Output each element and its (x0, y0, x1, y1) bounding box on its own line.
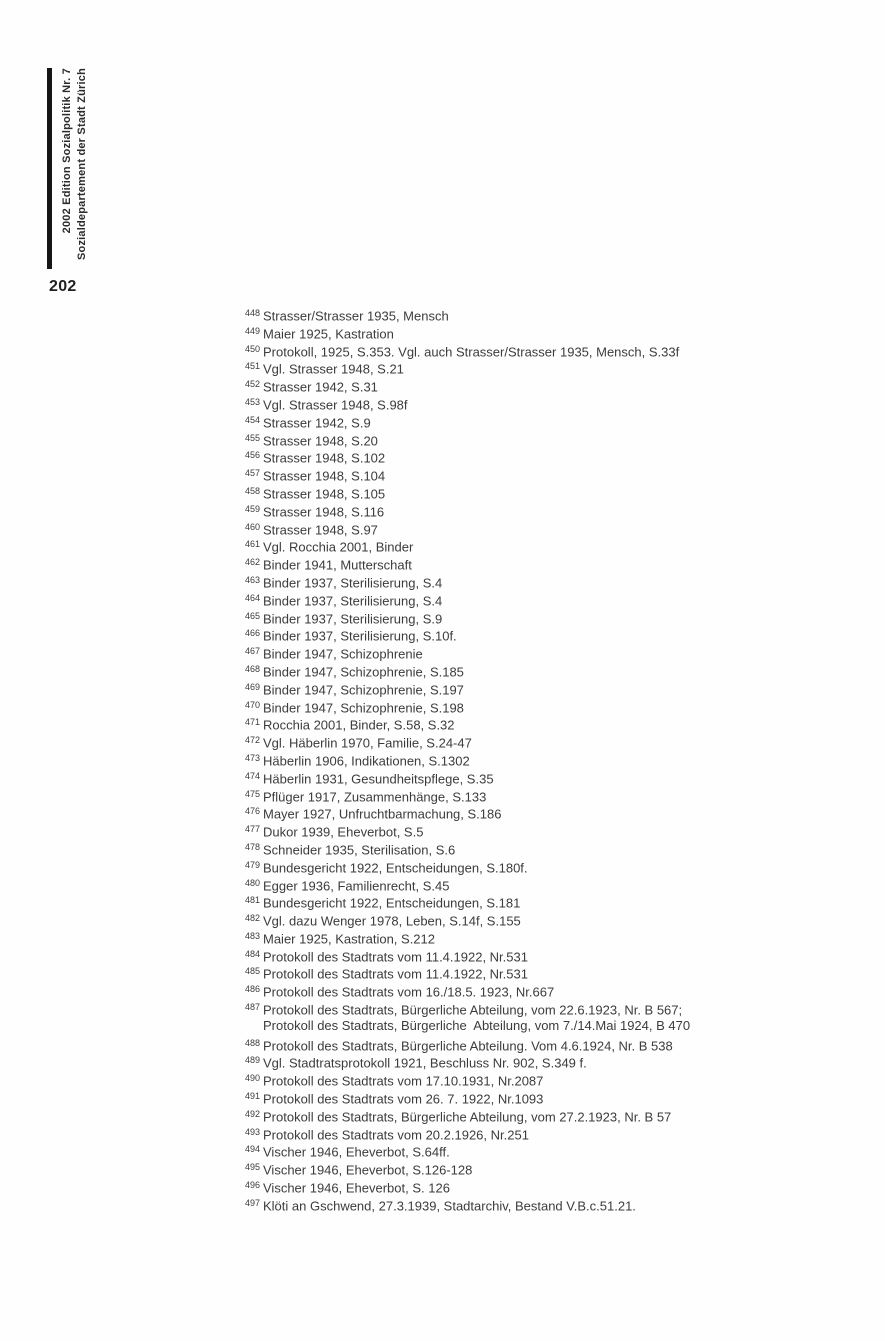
footnote-line (245, 465, 690, 483)
footnote-number: 481 (245, 895, 261, 906)
edition-caption-line1: 2002 Edition Sozialpolitik Nr. 7 (61, 68, 73, 234)
footnote-number: 452 (245, 379, 261, 390)
footnote-number: 484 (245, 948, 261, 959)
footnote-number: 476 (245, 806, 261, 817)
footnote-line (245, 1088, 690, 1106)
footnote-text: Protokoll, 1925, S.353. Vgl. auch Strasser/Strasser 1935, Mensch, S.33f (263, 344, 680, 360)
footnote-line (245, 750, 690, 768)
footnote-number: 462 (245, 557, 261, 568)
footnote-text: Vgl. Strasser 1948, S.98f (263, 397, 408, 413)
footnote-number: 469 (245, 681, 261, 692)
footnote-number: 468 (245, 663, 261, 674)
footnote-number: 451 (245, 361, 261, 372)
footnote-line (245, 536, 690, 554)
footnote-number: 478 (245, 841, 261, 852)
footnote-text: Protokoll des Stadtrats, Bürgerliche Abteilung, vom 22.6.1923, Nr. B 567; (263, 1002, 683, 1018)
footnote-line (245, 1195, 690, 1213)
footnote-text: Strasser 1948, S.102 (263, 450, 386, 466)
footnote-text: Strasser 1948, S.104 (263, 468, 386, 484)
footnote-number: 475 (245, 788, 261, 799)
footnote-text: Vischer 1946, Eheverbot, S.64ff. (263, 1144, 450, 1160)
footnote-text: Strasser 1948, S.116 (263, 504, 385, 520)
footnote-number: 464 (245, 592, 261, 603)
footnote-line (245, 376, 690, 394)
footnote-number: 485 (245, 966, 261, 977)
edition-caption-line2: Sozialdepartement der Stadt Zürich (75, 68, 88, 261)
footnote-number: 496 (245, 1180, 261, 1191)
footnote-line (245, 1141, 690, 1159)
footnote-text: Binder 1947, Schizophrenie, S.185 (263, 664, 464, 680)
footnote-line (245, 981, 690, 999)
footnote-number: 448 (245, 308, 261, 318)
footnote-number: 474 (245, 770, 261, 781)
footnote-line (245, 963, 690, 981)
footnote-line (245, 572, 690, 590)
footnote-line (245, 928, 690, 946)
footnote-number: 471 (245, 717, 261, 728)
footnote-text: Binder 1947, Schizophrenie, S.198 (263, 700, 464, 716)
footnote-text: Protokoll des Stadtrats vom 17.10.1931, Nr.2087 (263, 1073, 544, 1089)
footnote-line (245, 786, 690, 804)
footnote-line (245, 661, 690, 679)
footnote-text: Mayer 1927, Unfruchtbarmachung, S.186 (263, 806, 502, 822)
footnote-line (245, 394, 690, 412)
footnote-line (245, 430, 690, 448)
footnote-line (245, 875, 690, 893)
footnote-line (245, 305, 690, 323)
footnote-number: 495 (245, 1162, 261, 1173)
footnote-text: Binder 1941, Mutterschaft (263, 557, 412, 573)
edition-caption (60, 68, 89, 269)
footnote-number: 460 (245, 521, 261, 532)
footnote-text: Vgl. dazu Wenger 1978, Leben, S.14f, S.155 (263, 913, 521, 929)
footnote-line (245, 1070, 690, 1088)
footnote-number: 483 (245, 930, 261, 941)
footnote-text: Binder 1937, Sterilisierung, S.4 (263, 593, 443, 609)
footnote-number: 465 (245, 610, 261, 621)
footnote-line (245, 679, 690, 697)
footnotes-list (245, 305, 690, 1213)
footnote-text: Vgl. Häberlin 1970, Familie, S.24-47 (263, 735, 472, 751)
footnote-text: Protokoll des Stadtrats, Bürgerliche Abteilung, vom 7./14.Mai 1924, B 470 (263, 1017, 691, 1033)
footnote-number: 494 (245, 1144, 261, 1155)
footnote-text: Strasser 1942, S.9 (263, 415, 371, 431)
footnote-number: 463 (245, 574, 261, 585)
footnote-number: 487 (245, 1002, 261, 1013)
footnote-line (245, 892, 690, 910)
footnote-number: 461 (245, 539, 261, 550)
footnote-text: Protokoll des Stadtrats vom 20.2.1926, Nr.251 (263, 1127, 529, 1143)
footnote-text: Egger 1936, Familienrecht, S.45 (263, 878, 450, 893)
footnote-number: 466 (245, 628, 261, 639)
footnote-number: 459 (245, 503, 261, 514)
footnote-number: 467 (245, 646, 261, 657)
footnote-line (245, 554, 690, 572)
footnote-line (245, 999, 690, 1017)
footnote-line (245, 768, 690, 786)
footnote-line (245, 590, 690, 608)
footnote-text: Vgl. Stadtratsprotokoll 1921, Beschluss Nr. 902, S.349 f. (263, 1055, 587, 1071)
footnote-text: Binder 1937, Sterilisierung, S.10f. (263, 628, 457, 644)
footnote-text: Strasser 1948, S.97 (263, 522, 378, 538)
footnote-line (245, 1106, 690, 1124)
footnote-line (245, 447, 690, 465)
footnote-number: 458 (245, 485, 261, 496)
footnote-text: Vgl. Rocchia 2001, Binder (263, 539, 414, 555)
footnote-text: Strasser 1942, S.31 (263, 379, 378, 395)
footnote-line (245, 358, 690, 376)
footnote-text: Protokoll des Stadtrats, Bürgerliche Abteilung. Vom 4.6.1924, Nr. B 538 (263, 1038, 673, 1054)
footnote-text: Protokoll des Stadtrats, Bürgerliche Abteilung, vom 27.2.1923, Nr. B 57 (263, 1109, 672, 1125)
footnote-number: 493 (245, 1126, 261, 1137)
footnote-line (245, 1017, 690, 1035)
footnote-line (245, 857, 690, 875)
footnote-line (245, 1052, 690, 1070)
footnote-line (245, 839, 690, 857)
footnote-text: Häberlin 1931, Gesundheitspflege, S.35 (263, 771, 494, 787)
footnote-number: 497 (245, 1197, 261, 1208)
footnote-number: 489 (245, 1055, 261, 1066)
footnote-number: 492 (245, 1108, 261, 1119)
footnote-number: 450 (245, 343, 261, 354)
footnote-number: 486 (245, 984, 261, 995)
footnote-line (245, 1177, 690, 1195)
footnote-text: Strasser/Strasser 1935, Mensch (263, 308, 449, 324)
footnote-line (245, 341, 690, 359)
footnote-line (245, 803, 690, 821)
footnote-line (245, 946, 690, 964)
footnote-line (245, 1159, 690, 1177)
footnote-line (245, 519, 690, 537)
footnote-line (245, 697, 690, 715)
footnote-text: Protokoll des Stadtrats vom 16./18.5. 1923, Nr.667 (263, 984, 555, 1000)
footnote-text: Vgl. Strasser 1948, S.21 (263, 361, 404, 377)
footnote-line (245, 714, 690, 732)
footnote-text: Binder 1947, Schizophrenie, S.197 (263, 682, 464, 698)
footnote-text: Binder 1937, Sterilisierung, S.4 (263, 575, 443, 591)
footnote-text: Dukor 1939, Eheverbot, S.5 (263, 824, 424, 840)
footnote-line (245, 483, 690, 501)
footnote-text: Häberlin 1906, Indikationen, S.1302 (263, 753, 470, 769)
footnote-number: 457 (245, 468, 261, 479)
footnote-line (245, 1124, 690, 1142)
footnote-text: Pflüger 1917, Zusammenhänge, S.133 (263, 789, 487, 805)
page-number: 202 (49, 278, 77, 295)
footnote-number: 482 (245, 913, 261, 924)
footnote-number: 449 (245, 325, 261, 336)
footnote-text: Klöti an Gschwend, 27.3.1939, Stadtarchiv, Bestand V.B.c.51.21. (263, 1198, 636, 1214)
footnote-text: Protokoll des Stadtrats vom 11.4.1922, Nr.531 (263, 949, 528, 965)
footnote-number: 479 (245, 859, 261, 870)
footnote-text: Vischer 1946, Eheverbot, S. 126 (263, 1180, 450, 1196)
footnote-line (245, 625, 690, 643)
footnote-text: Binder 1937, Sterilisierung, S.9 (263, 611, 443, 627)
footnote-line (245, 910, 690, 928)
footnote-number: 455 (245, 432, 261, 443)
footnote-line (245, 732, 690, 750)
footnote-text: Vischer 1946, Eheverbot, S.126-128 (263, 1162, 473, 1178)
footnote-text: Protokoll des Stadtrats vom 11.4.1922, Nr.531 (263, 966, 528, 982)
footnote-text: Strasser 1948, S.20 (263, 433, 378, 449)
footnote-number: 470 (245, 699, 261, 710)
footnote-number: 472 (245, 735, 261, 746)
footnote-line (245, 1035, 690, 1053)
footnote-text: Binder 1947, Schizophrenie (263, 646, 423, 662)
footnote-number: 491 (245, 1091, 261, 1102)
footnote-text: Schneider 1935, Sterilisation, S.6 (263, 842, 456, 858)
footnote-number: 473 (245, 752, 261, 763)
footnote-line (245, 323, 690, 341)
footnote-text: Maier 1925, Kastration (263, 326, 394, 342)
sidebar-rule (47, 68, 52, 269)
footnote-text: Rocchia 2001, Binder, S.58, S.32 (263, 717, 455, 733)
footnote-line (245, 412, 690, 430)
footnote-text: Protokoll des Stadtrats vom 26. 7. 1922, Nr.1093 (263, 1091, 544, 1107)
footnote-number: 480 (245, 877, 261, 888)
footnote-text: Maier 1925, Kastration, S.212 (263, 931, 435, 947)
footnote-number: 490 (245, 1073, 261, 1084)
footnote-line (245, 643, 690, 661)
footnote-text: Bundesgericht 1922, Entscheidungen, S.181 (263, 895, 521, 911)
footnote-number: 456 (245, 450, 261, 461)
footnote-line (245, 608, 690, 626)
footnote-text: Strasser 1948, S.105 (263, 486, 386, 502)
footnote-text: Bundesgericht 1922, Entscheidungen, S.180f. (263, 860, 528, 876)
footnote-number: 488 (245, 1037, 261, 1048)
footnote-number: 454 (245, 414, 261, 425)
footnote-number: 453 (245, 396, 261, 407)
footnote-line (245, 821, 690, 839)
footnote-line (245, 501, 690, 519)
footnote-number: 477 (245, 824, 261, 835)
